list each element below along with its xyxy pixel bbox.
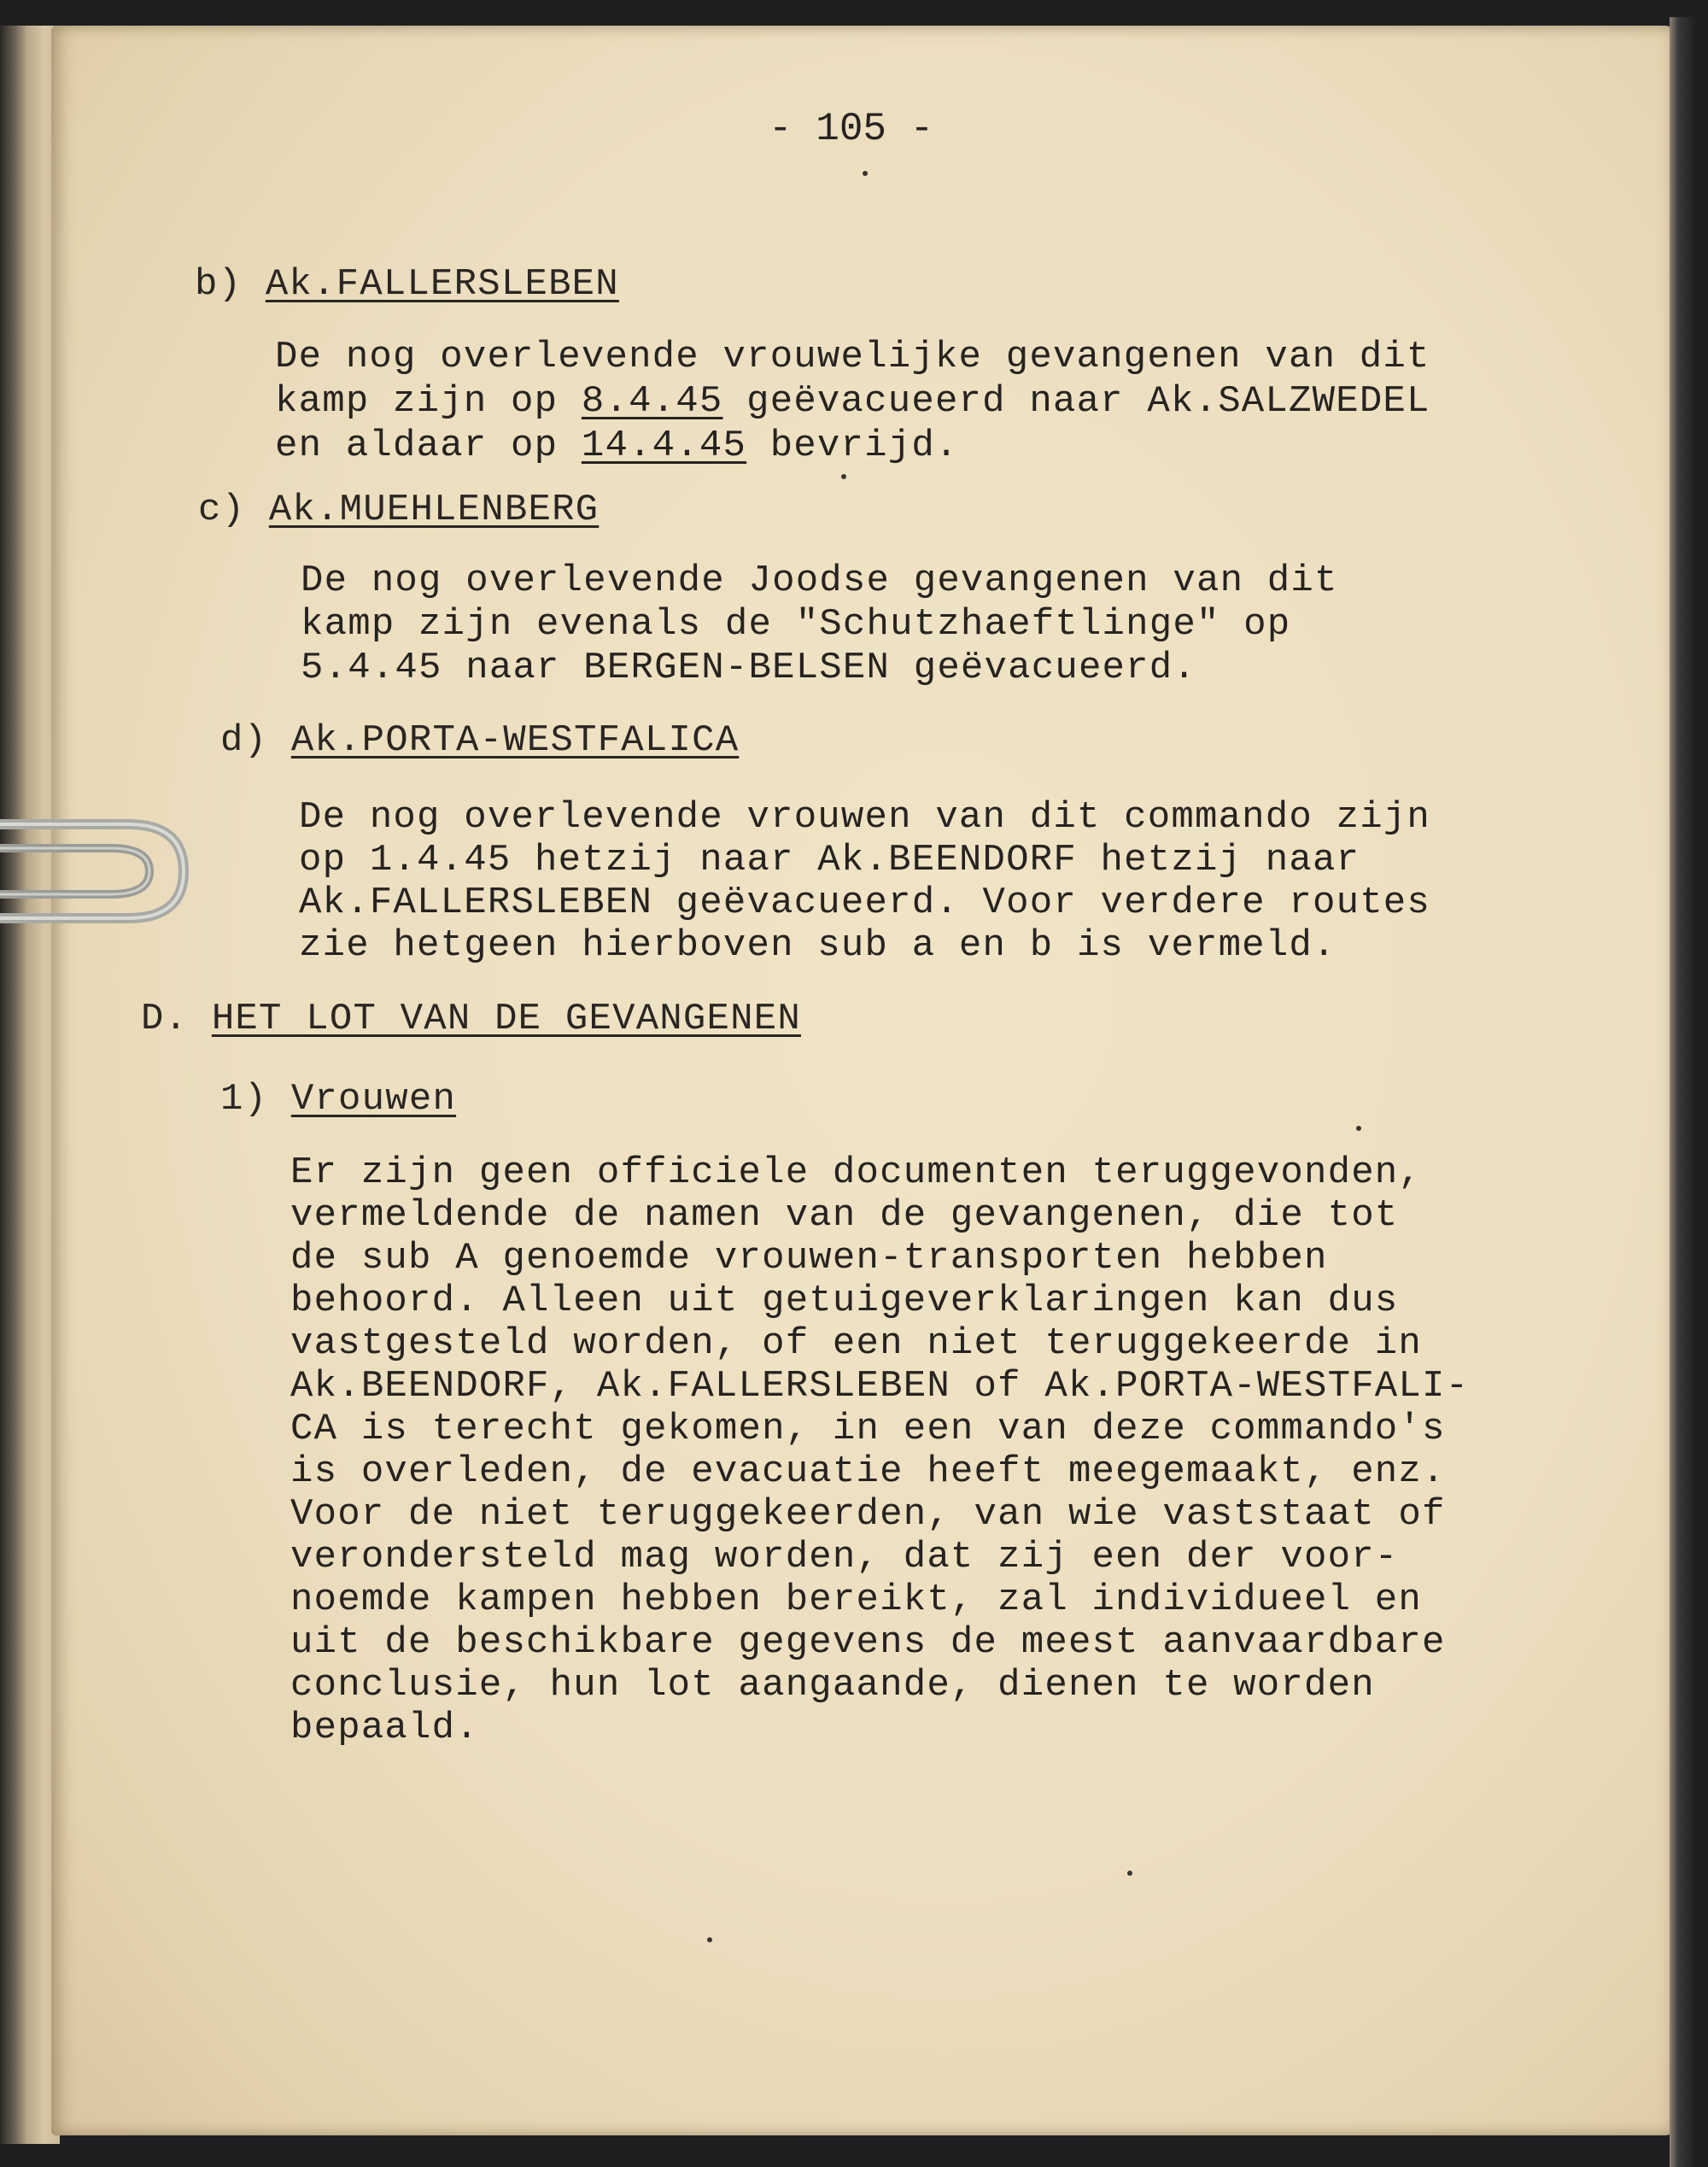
paperclip-icon — [0, 799, 222, 935]
section-D-marker: D. — [141, 998, 189, 1040]
ink-speck — [1127, 1871, 1132, 1876]
subsection-1-heading — [220, 1078, 456, 1121]
vrouwen-line: CA is terecht gekomen, in een van deze commando's — [290, 1408, 1446, 1450]
section-c-line: 5.4.45 naar BERGEN-BELSEN geëvacueerd. — [301, 647, 1196, 689]
vrouwen-line: Ak.BEENDORF, Ak.FALLERSLEBEN of Ak.PORTA-WESTFALI- — [290, 1365, 1470, 1408]
subsection-1-paragraph — [290, 1151, 1469, 1749]
ink-speck — [863, 171, 868, 176]
section-c-paragraph — [301, 559, 1338, 690]
section-d-line: zie hetgeen hierboven sub a en b is vermeld. — [299, 924, 1337, 967]
section-c-marker: c) — [198, 489, 246, 531]
vrouwen-line: bepaald. — [290, 1707, 479, 1749]
ink-speck — [1356, 1126, 1361, 1131]
ink-speck — [707, 1937, 712, 1942]
section-d-paragraph — [299, 796, 1430, 967]
section-c-title: Ak.MUEHLENBERG — [268, 489, 600, 531]
book-right-edge — [1670, 17, 1708, 2167]
section-d-marker: d) — [220, 719, 268, 762]
ink-speck — [841, 474, 846, 479]
section-D-heading — [141, 998, 801, 1040]
section-D-title: HET LOT VAN DE GEVANGENEN — [211, 998, 801, 1040]
section-c-line: De nog overlevende Joodse gevangenen van dit — [301, 559, 1338, 602]
vrouwen-line: behoord. Alleen uit getuigeverklaringen kan dus — [290, 1280, 1399, 1322]
section-d-line: De nog overlevende vrouwen van dit commando zijn — [299, 796, 1431, 839]
section-b-line-2-pre: kamp zijn op — [275, 380, 582, 423]
date-evacuation-fallersleben: 8.4.45 — [581, 380, 723, 423]
section-d-heading — [220, 719, 739, 762]
section-b-line-2-post: geëvacueerd naar Ak.SALZWEDEL — [722, 380, 1430, 423]
section-d-line: Ak.FALLERSLEBEN geëvacueerd. Voor verdere routes — [299, 881, 1431, 924]
section-b-paragraph — [275, 335, 1430, 468]
vrouwen-line: uit de beschikbare gegevens de meest aanvaardbare — [290, 1621, 1446, 1664]
page-number: - 105 - — [769, 107, 934, 151]
vrouwen-line: verondersteld mag worden, dat zij een der voor- — [290, 1536, 1399, 1578]
vrouwen-line: is overleden, de evacuatie heeft meegemaakt, enz. — [290, 1450, 1446, 1493]
vrouwen-line: vermeldende de namen van de gevangenen, die tot — [290, 1194, 1399, 1237]
date-liberation-salzwedel: 14.4.45 — [581, 425, 747, 467]
section-c-line: kamp zijn evenals de "Schutzhaeftlinge" op — [301, 603, 1291, 646]
section-c-heading — [198, 489, 599, 531]
section-b-marker: b) — [195, 263, 243, 306]
vrouwen-line: de sub A genoemde vrouwen-transporten hebben — [290, 1237, 1328, 1280]
section-b-title: Ak.FALLERSLEBEN — [265, 263, 619, 306]
section-d-title: Ak.PORTA-WESTFALICA — [290, 719, 740, 762]
section-b-heading — [195, 263, 619, 306]
vrouwen-line: Er zijn geen officiele documenten teruggevonden, — [290, 1151, 1423, 1194]
vrouwen-line: noemde kampen hebben bereikt, zal individueel en — [290, 1578, 1423, 1621]
vrouwen-line: vastgesteld worden, of een niet teruggekeerde in — [290, 1322, 1423, 1365]
subsection-1-title: Vrouwen — [290, 1078, 457, 1121]
vrouwen-line: conclusie, hun lot aangaande, dienen te worden — [290, 1664, 1375, 1707]
section-b-line-3-post: bevrijd. — [746, 425, 959, 467]
vrouwen-line: Voor de niet teruggekeerden, van wie vaststaat of — [290, 1493, 1446, 1536]
subsection-1-marker: 1) — [220, 1078, 268, 1121]
section-b-line-1: De nog overlevende vrouwelijke gevangenen van dit — [275, 336, 1430, 378]
section-b-line-3-pre: en aldaar op — [275, 425, 582, 467]
section-d-line: op 1.4.45 hetzij naar Ak.BEENDORF hetzij naar — [299, 839, 1360, 881]
